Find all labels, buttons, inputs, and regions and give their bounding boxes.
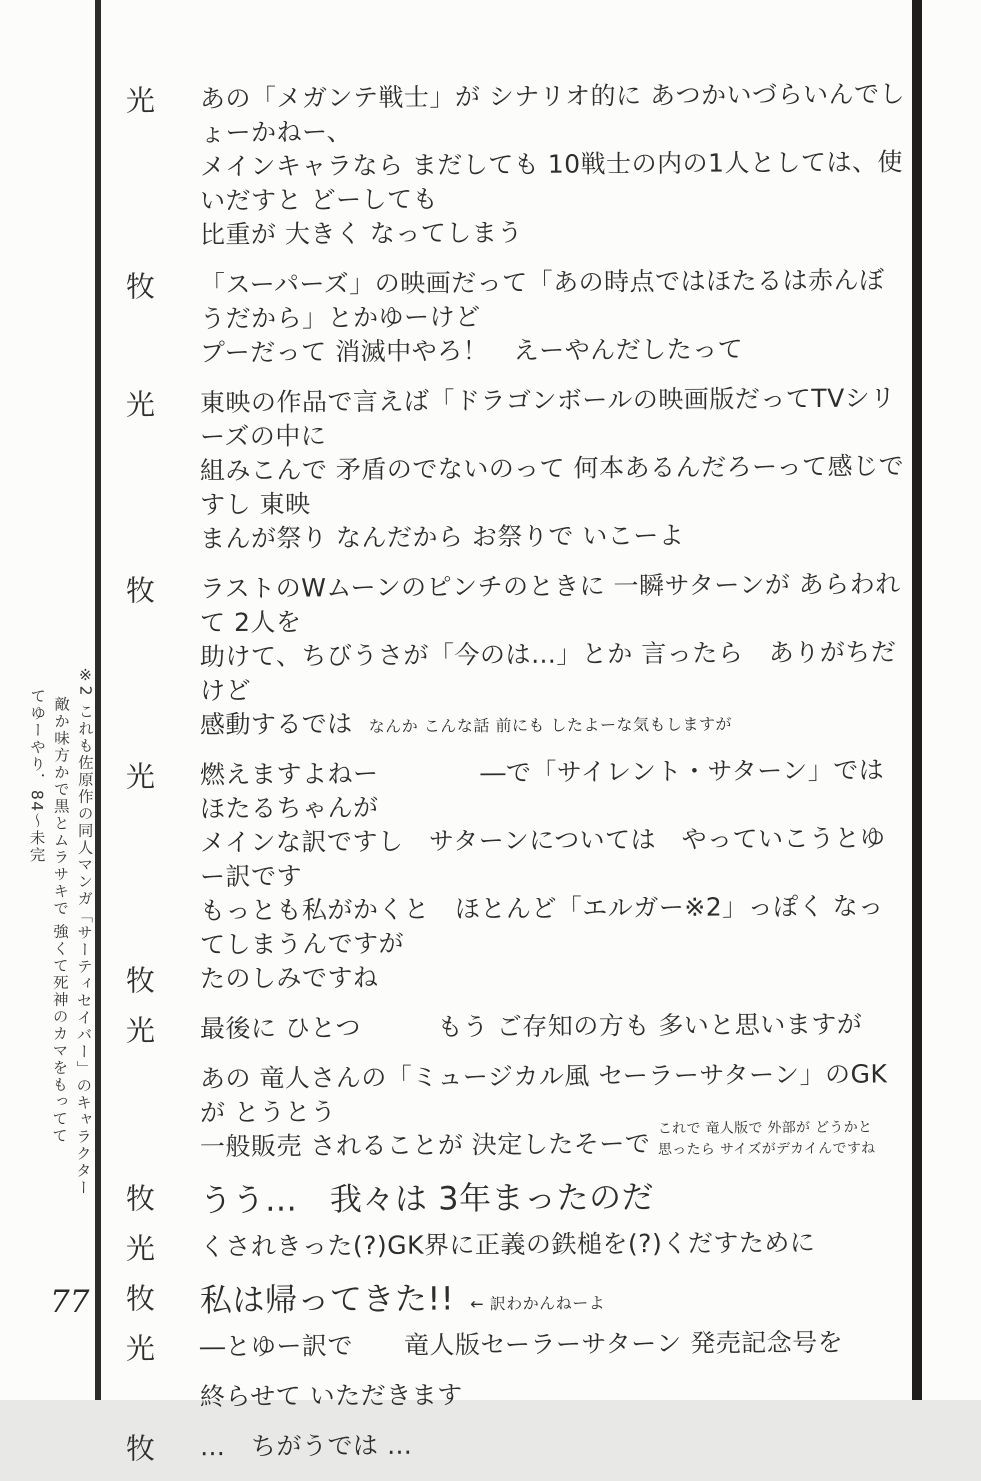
- speaker-label: 牧: [125, 1281, 157, 1316]
- dialogue-line-text: ラストのWムーンのピンチのときに 一瞬サターンが あらわれて 2人を: [199, 569, 901, 638]
- dialogue-line: [126, 1425, 908, 1480]
- dialogue-line: [126, 1007, 908, 1062]
- dialogue-line-text: もっとも私がかくと ほとんど「エルガー※2」っぽく なってしまうんですが: [199, 891, 884, 960]
- dialogue-line: [126, 1375, 908, 1430]
- footnote-column-2: 敵か味方かで黒とムラサキで 強くて死神のカマをもってて: [49, 695, 71, 1145]
- dialogue-side-note-line: これで 竜人版で 外部が どうかと: [657, 1119, 873, 1138]
- speaker-label: 光: [125, 387, 157, 422]
- dialogue-line: [126, 1275, 908, 1330]
- dialogue-line-text: 「スーパーズ」の映画だって「あの時点ではほたるは赤んぼうだから」とかゆーけど: [199, 265, 885, 334]
- speaker-label: 牧: [125, 963, 157, 998]
- speaker-spacer: [126, 1062, 200, 1063]
- speaker-spacer: [126, 150, 200, 151]
- dialogue-line-text: 東映の作品で言えば「ドラゴンボールの映画版だってTVシリーズの中に: [199, 383, 896, 452]
- dialogue-line-text: あの「メガンテ戦士」が シナリオ的に あつかいづらいんでしょーかねー、: [199, 79, 906, 148]
- dialogue-side-note-line: 思ったら サイズがデカイんですね: [657, 1140, 876, 1159]
- dialogue-line: [126, 957, 908, 1012]
- dialogue-line: [126, 331, 908, 386]
- speaker-label: 牧: [125, 1181, 157, 1216]
- dialogue-group: [126, 1228, 908, 1278]
- dialogue-line: [126, 567, 908, 640]
- speaker-label: 光: [125, 1013, 157, 1048]
- dialogue-line-small-note: ← 訳わかんねーよ: [470, 1293, 606, 1314]
- dialogue-line-text: あの 竜人さんの「ミュージカル風 セーラーサターン」のGKが とうとう: [199, 1059, 888, 1128]
- speaker-spacer: [126, 454, 200, 455]
- speaker-label: 牧: [125, 1431, 157, 1466]
- dialogue-line-text: 私は帰ってきた!! ← 訳わかんねーよ: [199, 1279, 606, 1320]
- speaker-label: 光: [125, 759, 157, 794]
- speaker-spacer: [126, 708, 200, 709]
- dialogue-group: [126, 960, 908, 1010]
- page-number: 77: [50, 1284, 90, 1320]
- dialogue-line-text: 助けて、ちびうさが「今のは…」とか 言ったら ありがちだけど: [199, 637, 897, 706]
- dialogue-group: [126, 80, 908, 266]
- dialogue-line: [126, 635, 908, 708]
- dialogue-line-text: まんが祭り なんだから お祭りで いこーよ: [199, 520, 685, 554]
- speaker-spacer: [126, 336, 200, 337]
- dialogue-group: [126, 1010, 908, 1178]
- dialogue-line-text: うう… 我々は 3年まったのだ: [199, 1178, 655, 1220]
- dialogue-line: [126, 517, 908, 572]
- dialogue-group: [126, 1328, 908, 1428]
- dialogue-group: [126, 570, 908, 756]
- dialogue-line-text: プーだって 消滅中やろ！ えーやんだしたって: [199, 334, 744, 368]
- dialogue-line-text: … ちがうでは …: [199, 1430, 413, 1462]
- dialogue-line-text: メインな訳ですし サターンについては やっていこうとゆー訳です: [199, 823, 886, 892]
- dialogue-line: [126, 145, 908, 218]
- dialogue-line: [126, 77, 908, 150]
- dialogue-line: [126, 1175, 908, 1230]
- speaker-spacer: [126, 522, 200, 523]
- dialogue-line-text: 最後に ひとつ もう ご存知の方も 多いと思いますが: [199, 1009, 863, 1044]
- dialogue-line: [126, 821, 908, 894]
- dialogue-group: [126, 756, 908, 960]
- dialogue-line-text: メインキャラなら まだしても 10戦士の内の1人としては、使いだすと どーしても: [199, 147, 904, 216]
- dialogue-line-text: くされきった(?)GK界に正義の鉄槌を(?)くだすために: [199, 1227, 816, 1262]
- dialogue-line: [126, 753, 908, 826]
- dialogue-line: [126, 381, 908, 454]
- speaker-spacer: [126, 826, 200, 827]
- dialogue-line-text: 終らせて いただきます: [199, 1380, 463, 1412]
- dialogue-side-note: [658, 1117, 908, 1161]
- footnote-vertical: [23, 666, 98, 1226]
- dialogue-line-text: ―とゆー訳で 竜人版セーラーサターン 発売記念号を: [199, 1327, 844, 1362]
- dialogue-line: [126, 889, 908, 962]
- speaker-spacer: [126, 1380, 200, 1381]
- dialogue-line: [126, 703, 908, 758]
- dialogue-line-text: 燃えますよねー ―で「サイレント・サターン」では ほたるちゃんが: [199, 755, 893, 824]
- dialogue-line-text: 比重が 大きく なってしまう: [199, 217, 523, 250]
- dialogue-column: [126, 80, 908, 1478]
- dialogue-line-text: 一般販売 されることが 決定したそーで: [199, 1129, 651, 1162]
- dialogue-line: [126, 1325, 908, 1380]
- dialogue-line: [126, 449, 908, 522]
- speaker-label: 牧: [125, 269, 157, 304]
- dialogue-line: [126, 213, 908, 268]
- footnote-column-3: てゆーやり．84～未完: [27, 687, 47, 864]
- right-binding-bar: [912, 0, 922, 1400]
- dialogue-line-text: 組みこんで 矛盾のでないのって 何本あるんだろーって感じですし 東映: [199, 451, 905, 520]
- dialogue-line: [126, 1225, 908, 1280]
- speaker-spacer: [126, 640, 200, 641]
- dialogue-group: [126, 1278, 908, 1328]
- speaker-label: 光: [125, 83, 157, 118]
- speaker-spacer: [126, 1130, 200, 1131]
- speaker-label: 牧: [125, 573, 157, 608]
- dialogue-group: [126, 384, 908, 570]
- dialogue-group: [126, 266, 908, 384]
- speaker-spacer: [126, 218, 200, 219]
- footnote-column-1: ※2 これも佐原作の同人マンガ「サーティセイバー」のキャラクター: [73, 666, 95, 1197]
- dialogue-line: [126, 263, 908, 336]
- dialogue-line: [126, 1119, 908, 1180]
- dialogue-line-text: 感動するでは なんか こんな話 前にも したよーな気もしますが: [199, 709, 733, 740]
- speaker-spacer: [126, 894, 200, 895]
- dialogue-line-small-note: なんか こんな話 前にも したよーな気もしますが: [368, 714, 733, 737]
- dialogue-group: [126, 1428, 908, 1478]
- speaker-label: 光: [125, 1231, 157, 1266]
- dialogue-line-text: たのしみですね: [199, 962, 379, 994]
- speaker-label: 光: [125, 1331, 157, 1366]
- dialogue-group: [126, 1178, 908, 1228]
